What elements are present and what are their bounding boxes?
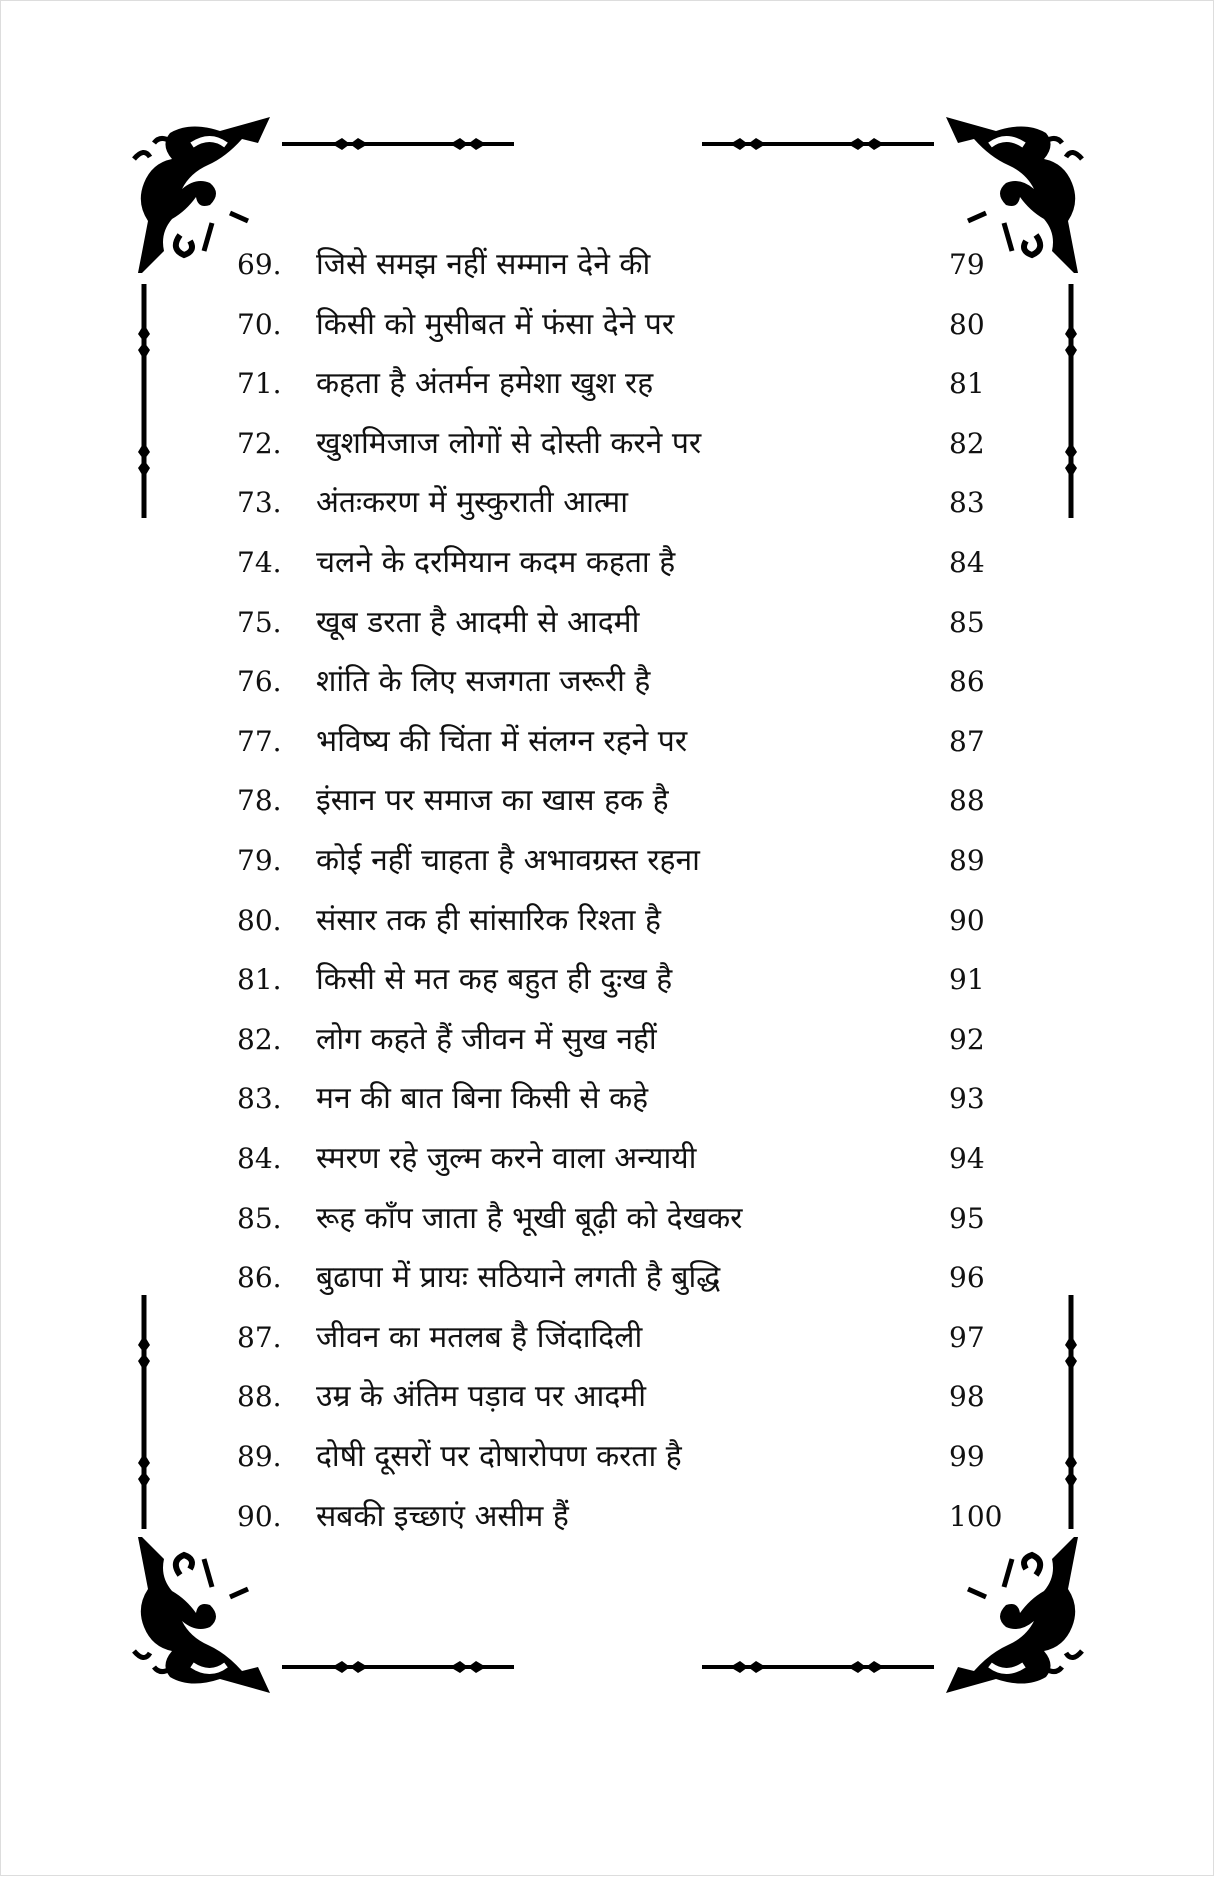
chapter-number: 87. xyxy=(237,1320,282,1354)
chapter-number: 77. xyxy=(237,724,282,758)
toc-entry xyxy=(1,1069,1214,1129)
chapter-title: किसी को मुसीबत में फंसा देने पर xyxy=(316,306,675,342)
chapter-title: मन की बात बिना किसी से कहे xyxy=(316,1081,649,1117)
page-number: 94 xyxy=(949,1142,985,1175)
toc-entry xyxy=(1,891,1214,951)
page-number: 89 xyxy=(949,844,985,877)
chapter-number: 76. xyxy=(237,665,282,699)
chapter-title: कोई नहीं चाहता है अभावग्रस्त रहना xyxy=(316,843,700,878)
chapter-number: 79. xyxy=(237,844,282,877)
toc-entry xyxy=(1,1129,1214,1189)
chapter-number: 72. xyxy=(237,426,282,460)
chapter-title: चलने के दरमियान कदम कहता है xyxy=(316,545,676,580)
chapter-number: 69. xyxy=(237,248,282,281)
page-number: 82 xyxy=(949,426,985,460)
chapter-title: इंसान पर समाज का खास हक है xyxy=(316,783,669,819)
toc-entry xyxy=(1,533,1214,593)
chapter-number: 81. xyxy=(237,963,282,997)
chapter-number: 80. xyxy=(237,903,282,937)
chapter-title: अंतःकरण में मुस्कुराती आत्मा xyxy=(316,485,628,521)
page-number: 84 xyxy=(949,546,985,579)
toc-entry xyxy=(1,1427,1214,1487)
chapter-title: खुशमिजाज लोगों से दोस्ती करने पर xyxy=(316,425,702,461)
chapter-number: 89. xyxy=(237,1440,282,1473)
chapter-number: 75. xyxy=(237,605,282,639)
page-number: 86 xyxy=(949,665,985,699)
toc-entry xyxy=(1,1248,1214,1308)
page-number: 80 xyxy=(949,307,985,341)
chapter-title: जिसे समझ नहीं सम्मान देने की xyxy=(316,247,651,282)
toc-entry xyxy=(1,1367,1214,1427)
chapter-number: 74. xyxy=(237,546,282,579)
chapter-title: शांति के लिए सजगता जरूरी है xyxy=(316,664,651,700)
page-number: 92 xyxy=(949,1022,985,1056)
toc-entry xyxy=(1,593,1214,653)
page-number: 98 xyxy=(949,1380,985,1414)
page-number: 83 xyxy=(949,486,985,520)
toc-entry xyxy=(1,652,1214,712)
toc-entry xyxy=(1,950,1214,1010)
chapter-number: 70. xyxy=(237,307,282,341)
toc-entry xyxy=(1,473,1214,533)
chapter-title: खूब डरता है आदमी से आदमी xyxy=(316,604,640,640)
chapter-number: 85. xyxy=(237,1201,282,1235)
page-number: 85 xyxy=(949,605,985,639)
page-number: 91 xyxy=(949,963,985,997)
chapter-number: 90. xyxy=(237,1499,282,1533)
page-number: 99 xyxy=(949,1440,985,1473)
chapter-title: किसी से मत कह बहुत ही दुःख है xyxy=(316,962,673,998)
chapter-number: 71. xyxy=(237,367,282,401)
toc-entry xyxy=(1,1189,1214,1249)
toc-entry xyxy=(1,771,1214,831)
chapter-number: 84. xyxy=(237,1142,282,1175)
page-number: 97 xyxy=(949,1320,985,1354)
chapter-title: उम्र के अंतिम पड़ाव पर आदमी xyxy=(316,1379,646,1415)
chapter-number: 86. xyxy=(237,1261,282,1295)
chapter-title: जीवन का मतलब है जिंदादिली xyxy=(316,1319,643,1355)
page-number: 88 xyxy=(949,784,985,818)
page-number: 79 xyxy=(949,248,985,281)
chapter-title: कहता है अंतर्मन हमेशा खुश रह xyxy=(316,366,654,402)
page-number: 81 xyxy=(949,367,985,401)
chapter-title: लोग कहते हैं जीवन में सुख नहीं xyxy=(316,1021,657,1057)
page-number: 95 xyxy=(949,1201,985,1235)
chapter-title: दोषी दूसरों पर दोषारोपण करता है xyxy=(316,1439,682,1474)
chapter-number: 88. xyxy=(237,1380,282,1414)
page-number: 90 xyxy=(949,903,985,937)
chapter-title: रूह काँप जाता है भूखी बूढ़ी को देखकर xyxy=(316,1200,743,1236)
chapter-number: 82. xyxy=(237,1022,282,1056)
toc-entry xyxy=(1,1308,1214,1368)
toc-entry xyxy=(1,235,1214,295)
chapter-number: 78. xyxy=(237,784,282,818)
toc-entry xyxy=(1,414,1214,474)
chapter-title: संसार तक ही सांसारिक रिश्ता है xyxy=(316,902,661,938)
toc-entry xyxy=(1,1010,1214,1070)
page-number: 93 xyxy=(949,1082,985,1116)
chapter-number: 73. xyxy=(237,486,282,520)
toc-entry xyxy=(1,354,1214,414)
toc-entry xyxy=(1,712,1214,772)
chapter-title: स्मरण रहे जुल्म करने वाला अन्यायी xyxy=(316,1141,697,1176)
chapter-title: बुढापा में प्रायः सठियाने लगती है बुद्धि xyxy=(316,1260,721,1296)
page-number: 96 xyxy=(949,1261,985,1295)
toc-entry xyxy=(1,295,1214,355)
chapter-title: भविष्य की चिंता में संलग्न रहने पर xyxy=(316,723,688,759)
toc-entry xyxy=(1,1487,1214,1547)
page-number: 100 xyxy=(949,1499,1003,1533)
chapter-title: सबकी इच्छाएं असीम हैं xyxy=(316,1498,569,1534)
toc-entry xyxy=(1,831,1214,891)
page-number: 87 xyxy=(949,724,985,758)
chapter-number: 83. xyxy=(237,1082,282,1116)
